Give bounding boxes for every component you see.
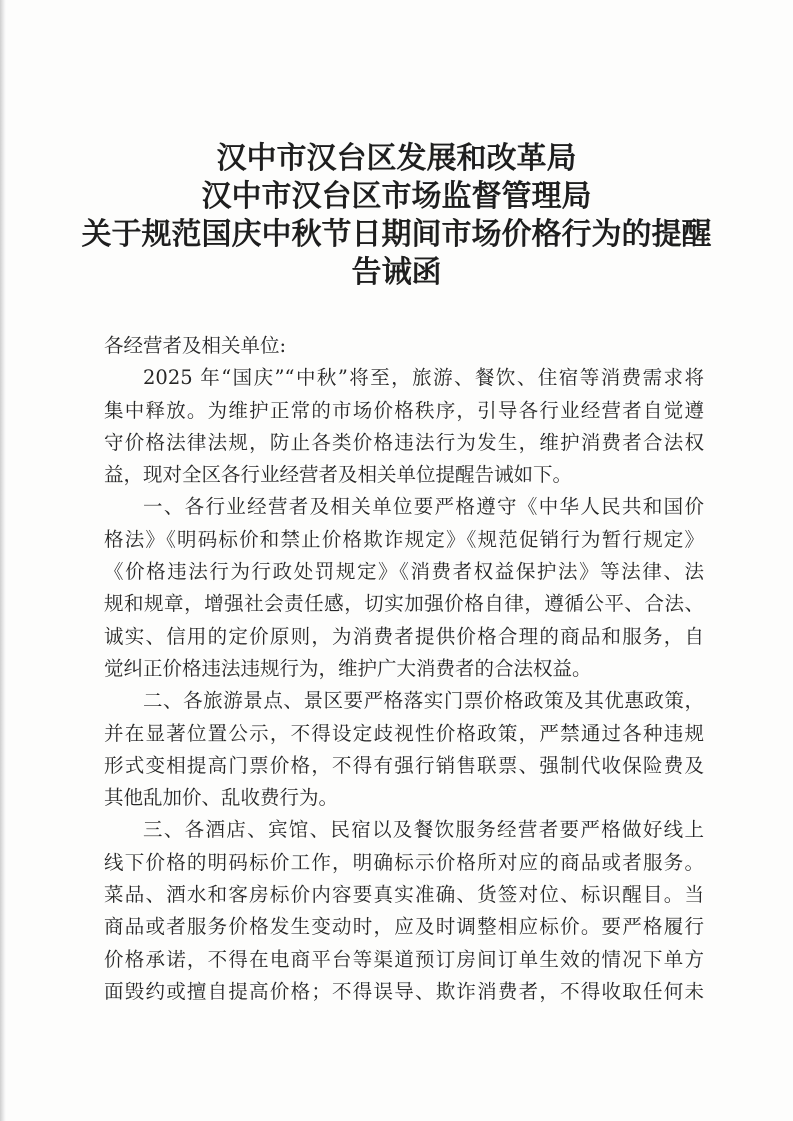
paragraph-line: 线下价格的明码标价工作，明确标示价格所对应的商品或者服务。 [104, 850, 704, 874]
title-line-1: 汉中市汉台区发展和改革局 [216, 141, 577, 176]
paragraph-item-1 [104, 491, 704, 685]
paragraph-line: 价格承诺，不得在电商平台等渠道预订房间订单生效的情况下单方 [104, 947, 704, 971]
paragraph-line: 一、各行业经营者及相关单位要严格遵守《中华人民共和国价 [143, 495, 704, 519]
paragraph-line: 面毁约或擅自提高价格；不得误导、欺诈消费者，不得收取任何未 [104, 979, 704, 1003]
paragraph-line: 诚实、信用的定价原则，为消费者提供价格合理的商品和服务，自 [104, 624, 704, 648]
document-title [40, 140, 753, 292]
paragraph-line: 《价格违法行为行政处罚规定》《消费者权益保护法》等法律、法 [104, 560, 704, 584]
paragraph-line: 益，现对全区各行业经营者及相关单位提醒告诫如下。 [104, 463, 573, 487]
title-line-3: 关于规范国庆中秋节日期间市场价格行为的提醒 [81, 217, 712, 252]
paragraph-line: 商品或者服务价格发生变动时，应及时调整相应标价。要严格履行 [104, 915, 704, 939]
paragraph-line: 觉纠正价格违法违规行为，维护广大消费者的合法权益。 [104, 656, 592, 680]
paragraph-item-3 [104, 814, 704, 1008]
paragraph-line: 菜品、酒水和客房标价内容要真实准确、货签对位、标识醒目。当 [104, 883, 704, 907]
paragraph-line: 形式变相提高门票价格，不得有强行销售联票、强制代收保险费及 [104, 753, 704, 777]
paragraph-line: 2025 年“国庆”“中秋”将至，旅游、餐饮、住宿等消费需求将 [143, 366, 704, 390]
paragraph-line: 格法》《明码标价和禁止价格欺诈规定》《规范促销行为暂行规定》 [104, 527, 704, 551]
document-body [104, 330, 704, 1008]
scan-edge-shadow [0, 0, 6, 1121]
paragraph-line: 集中释放。为维护正常的市场价格秩序，引导各行业经营者自觉遵 [104, 398, 704, 422]
paragraph-line: 规和规章，增强社会责任感，切实加强价格自律，遵循公平、合法、 [104, 592, 704, 616]
paragraph-line: 三、各酒店、宾馆、民宿以及餐饮服务经营者要严格做好线上 [143, 818, 704, 842]
title-line-2: 汉中市汉台区市场监督管理局 [201, 179, 592, 214]
paragraph-line: 并在显著位置公示，不得设定歧视性价格政策，严禁通过各种违规 [104, 721, 704, 745]
paragraph-intro [104, 362, 704, 491]
paragraph-item-2 [104, 685, 704, 814]
paragraph-line: 其他乱加价、乱收费行为。 [104, 786, 339, 810]
paragraph-line: 二、各旅游景点、景区要严格落实门票价格政策及其优惠政策， [143, 689, 704, 713]
title-line-4: 告诫函 [351, 255, 442, 290]
salutation: 各经营者及相关单位: [104, 334, 287, 357]
paragraph-line: 守价格法律法规，防止各类价格违法行为发生，维护消费者合法权 [104, 430, 704, 454]
